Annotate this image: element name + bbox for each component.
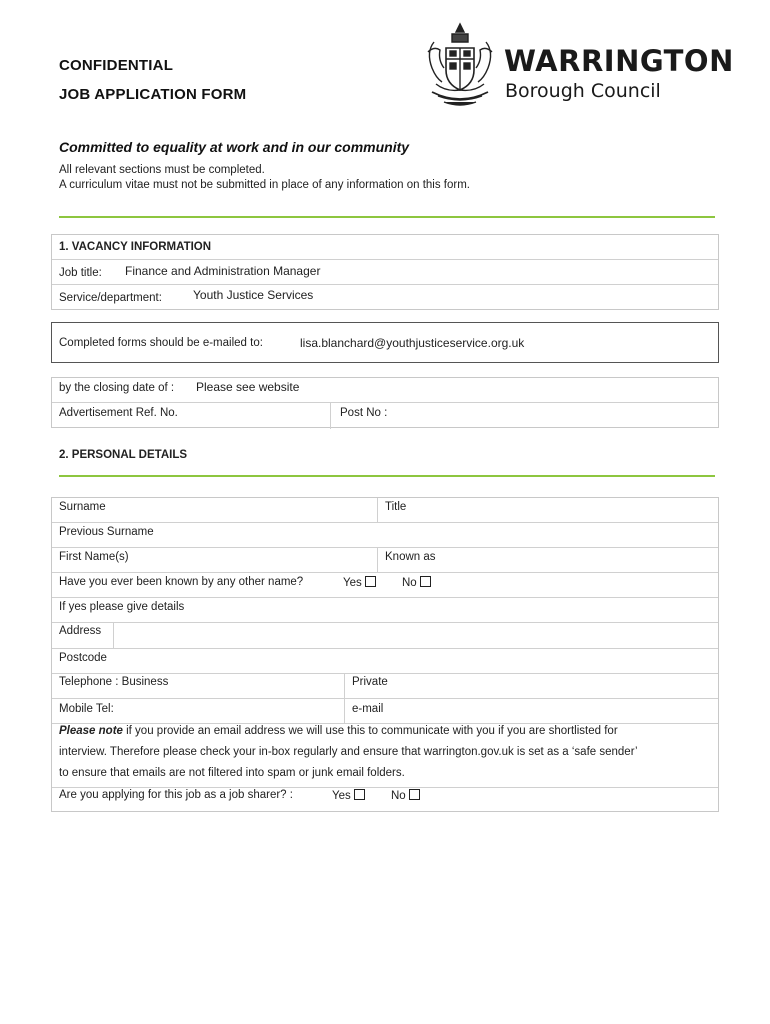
other-name-yes[interactable] [343,576,376,589]
other-name-question: Have you ever been known by any other name? [59,576,304,588]
yes-checkbox[interactable] [354,789,365,800]
intro-line-2: A curriculum vitae must not be submitted in place of any information on this form. [59,179,470,191]
no-checkbox[interactable] [409,789,420,800]
telephone-private-label: Private [352,676,388,688]
no-label: No [402,577,417,589]
surname-label: Surname [59,501,106,513]
first-names-row [52,547,718,573]
if-yes-row [52,597,718,623]
other-name-row [52,572,718,598]
note-line-2: interview. Therefore please check your in-box regularly and ensure that warrington.gov.uk is set as a ‘safe sender’ [59,746,638,758]
job-title-field[interactable]: Finance and Administration Manager [125,264,321,278]
vacancy-heading: 1. VACANCY INFORMATION [59,241,212,253]
service-row [52,284,718,311]
if-yes-label: If yes please give details [59,601,185,613]
note-bold: Please note [59,725,123,737]
advert-row [52,402,718,429]
service-label: Service/department: [59,292,162,304]
return-email-field[interactable]: lisa.blanchard@youthjusticeservice.org.uk [300,336,525,350]
form-title: JOB APPLICATION FORM [59,86,247,103]
note-text-1: if you provide an email address we will use this to communicate with you if you are shortlisted for [122,725,618,737]
personal-details-heading: 2. PERSONAL DETAILS [59,449,188,461]
service-field[interactable]: Youth Justice Services [193,288,314,302]
council-logo [424,22,734,112]
advert-ref-label: Advertisement Ref. No. [59,407,178,419]
vacancy-table [51,234,719,310]
logo-subtitle: Borough Council [505,80,661,102]
note-line-1 [59,725,618,737]
closing-date-field[interactable]: Please see website [196,380,300,394]
previous-surname-row [52,522,718,548]
telephone-business-label: Telephone : Business [59,676,169,688]
note-row [52,723,718,788]
yes-checkbox[interactable] [365,576,376,587]
confidential-label: CONFIDENTIAL [59,57,174,74]
no-label: No [391,790,406,802]
section-divider [59,475,715,477]
email-instruction-label: Completed forms should be e-mailed to: [59,337,263,349]
closing-date-table [51,377,719,428]
postcode-label: Postcode [59,652,107,664]
address-row [52,622,718,649]
telephone-row [52,673,718,699]
yes-label: Yes [332,790,351,802]
previous-surname-label: Previous Surname [59,526,154,538]
coat-of-arms-icon [424,22,496,110]
logo-wordmark: WARRINGTON [504,44,734,78]
known-as-label: Known as [385,551,436,563]
title-label: Title [385,501,407,513]
mobile-label: Mobile Tel: [59,703,114,715]
job-title-row [52,259,718,285]
yes-label: Yes [343,577,362,589]
no-checkbox[interactable] [420,576,431,587]
email-instructions-box [51,322,719,363]
mobile-row [52,698,718,724]
job-title-label: Job title: [59,267,102,279]
job-share-row [52,787,718,813]
section-divider [59,216,715,218]
job-share-no[interactable] [391,789,420,802]
post-no-label: Post No : [340,407,388,419]
closing-date-label: by the closing date of : [59,382,175,394]
tagline: Committed to equality at work and in our community [59,139,410,155]
intro-line-1: All relevant sections must be completed. [59,164,265,176]
job-share-yes[interactable] [332,789,365,802]
email-label: e-mail [352,703,384,715]
other-name-no[interactable] [402,576,431,589]
note-line-3: to ensure that emails are not filtered into spam or junk email folders. [59,767,405,779]
address-label: Address [59,625,102,637]
postcode-row [52,648,718,674]
job-share-question: Are you applying for this job as a job sharer? : [59,789,293,801]
personal-details-table [51,497,719,812]
first-names-label: First Name(s) [59,551,129,563]
